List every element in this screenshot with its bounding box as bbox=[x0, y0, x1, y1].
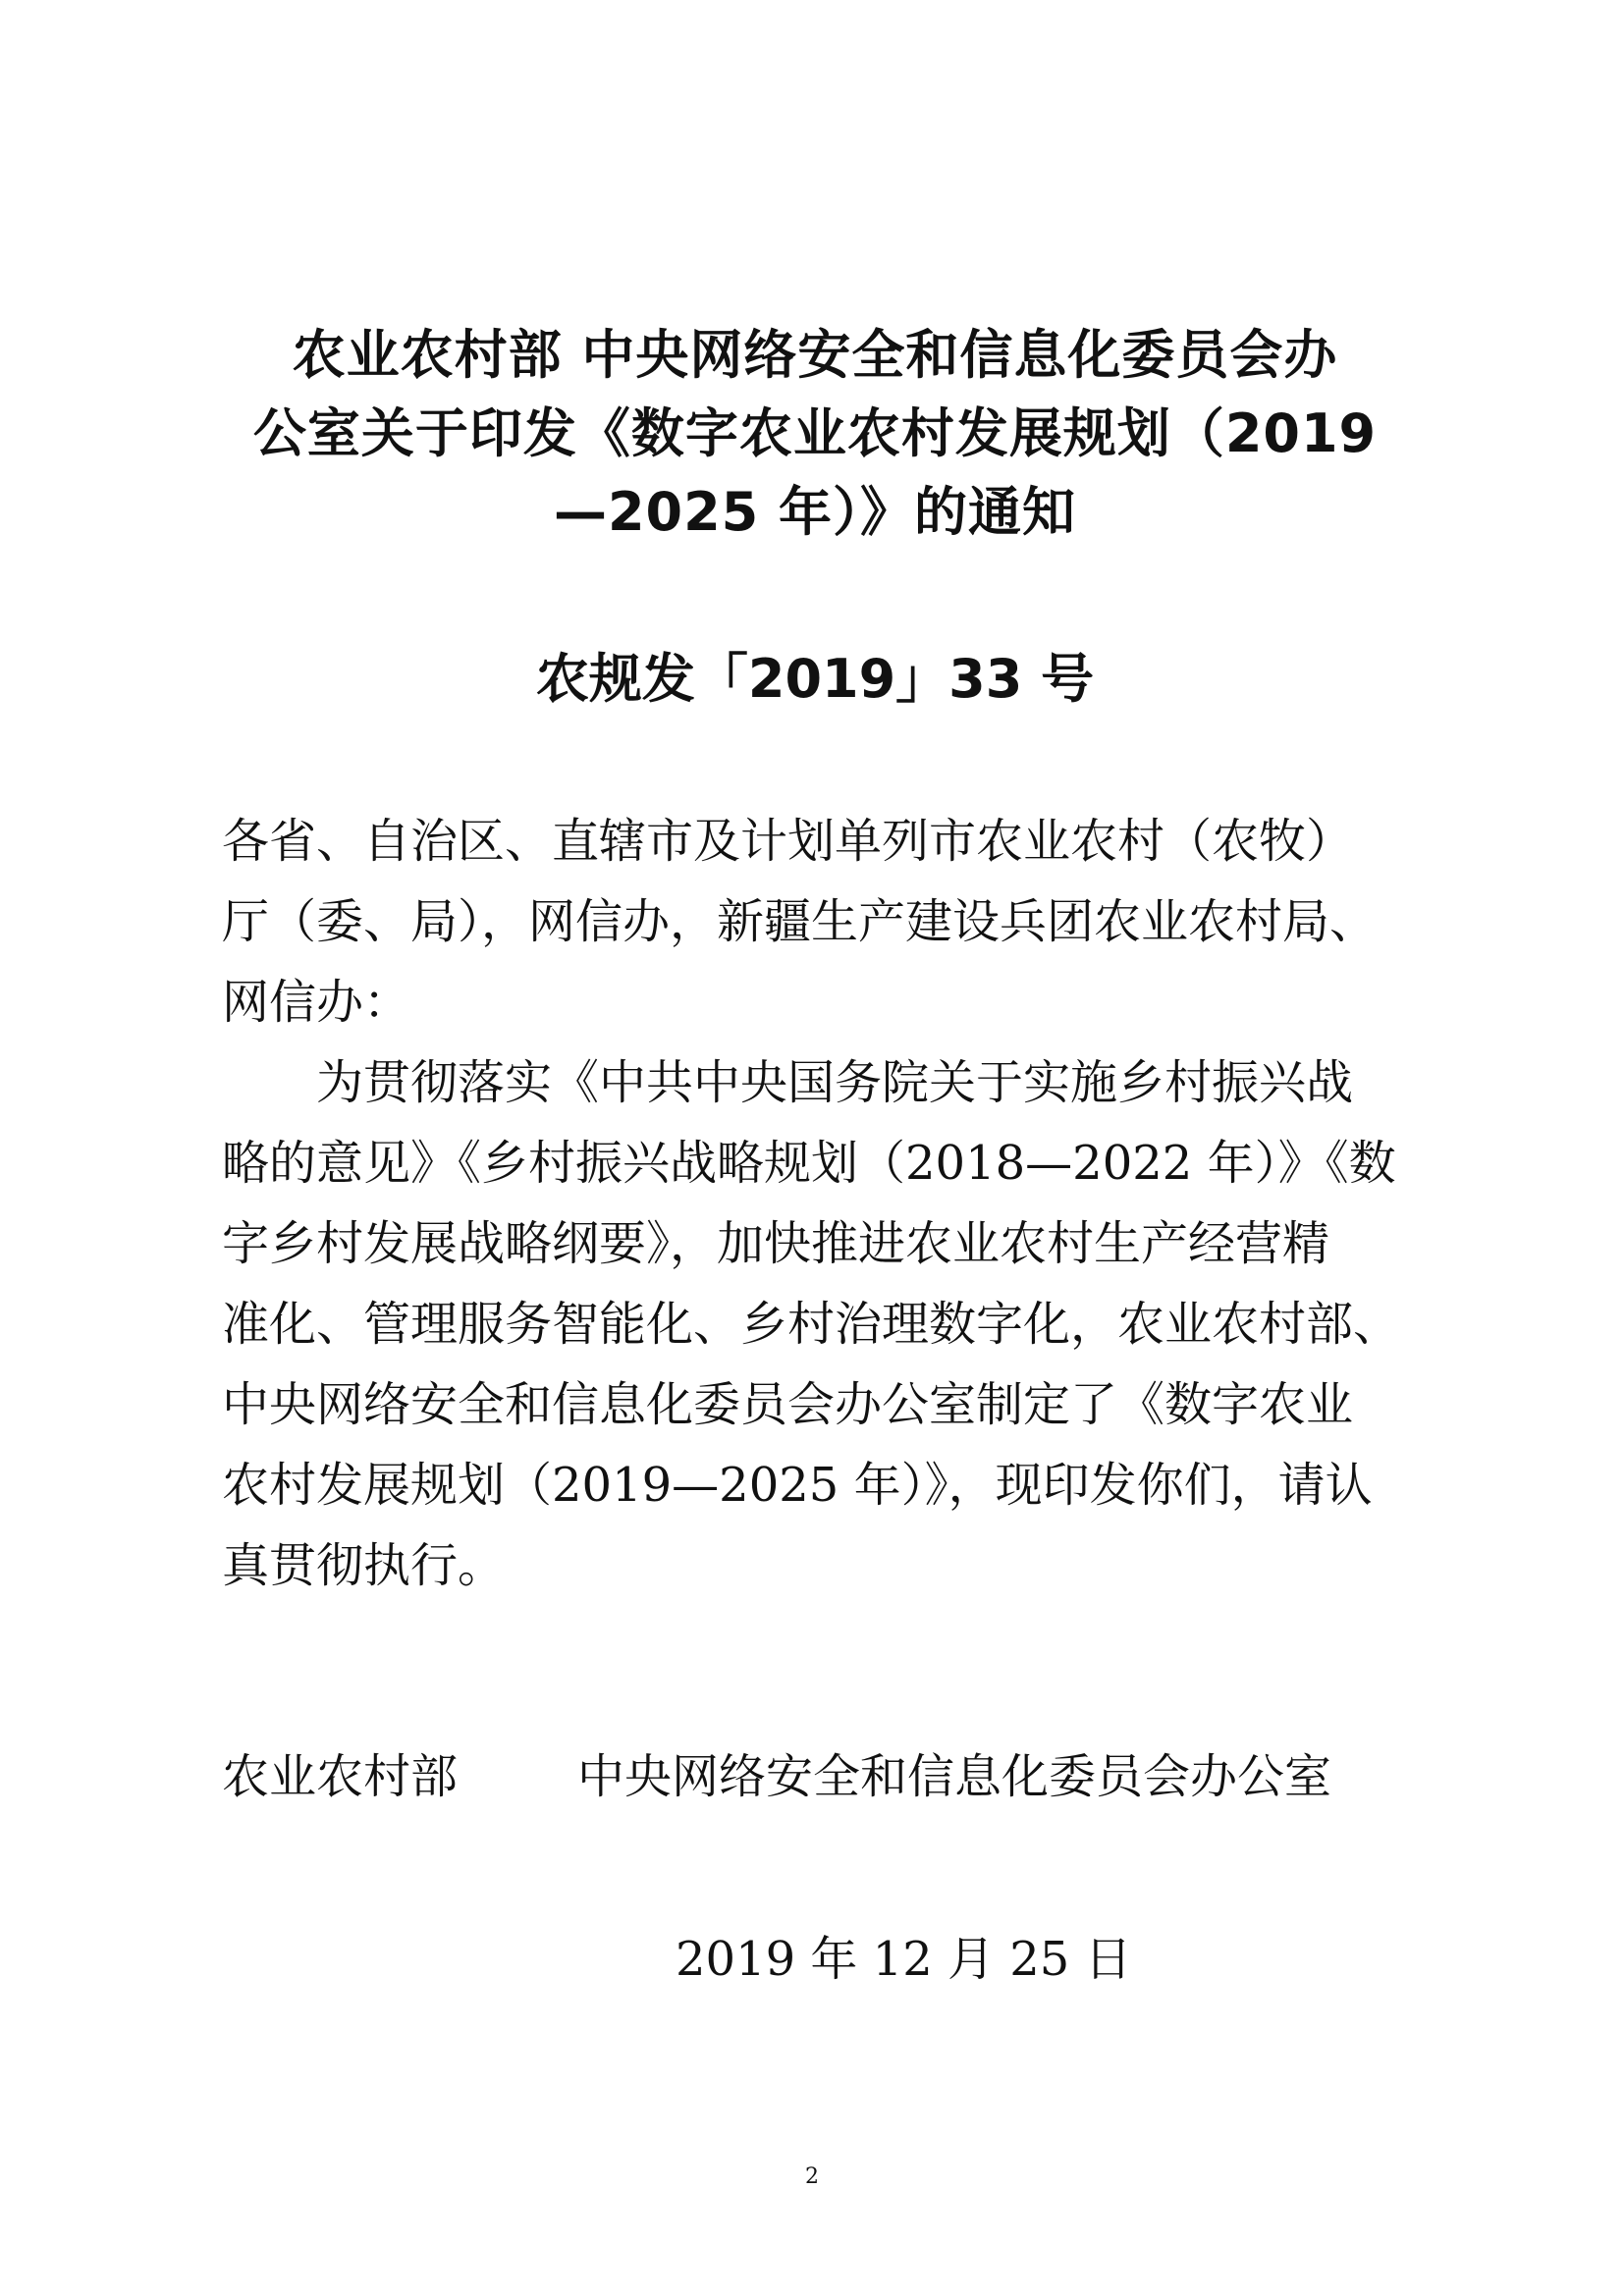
paragraph-line: 农村发展规划（2019—2025 年）》，现印发你们，请认 bbox=[222, 1458, 1373, 1513]
paragraph-line: 准化、管理服务智能化、乡村治理数字化，农业农村部、 bbox=[222, 1297, 1401, 1352]
addressee-line: 厅（委、局），网信办，新疆生产建设兵团农业农村局、 bbox=[222, 894, 1378, 949]
document-number: 农规发「2019」33 号 bbox=[535, 648, 1095, 710]
paragraph-line: 为贯彻落实《中共中央国务院关于实施乡村振兴战 bbox=[316, 1055, 1354, 1110]
addressee-line: 网信办： bbox=[222, 975, 411, 1030]
signatory-office: 中央网络安全和信息化委员会办公室 bbox=[577, 1749, 1332, 1804]
page-number: 2 bbox=[805, 2164, 819, 2189]
paragraph-line: 真贯彻执行。 bbox=[222, 1538, 506, 1593]
title-line: 农业农村部 中央网络安全和信息化委员会办 bbox=[292, 324, 1338, 386]
issue-date: 2019 年 12 月 25 日 bbox=[676, 1932, 1132, 1987]
paragraph-line: 略的意见》《乡村振兴战略规划（2018—2022 年）》《数 bbox=[222, 1136, 1396, 1191]
title-line: —2025 年）》的通知 bbox=[553, 481, 1077, 543]
title-line: 公室关于印发《数字农业农村发展规划（2019 bbox=[252, 402, 1378, 464]
addressee bbox=[222, 801, 1420, 1042]
signatory-ministry: 农业农村部 bbox=[222, 1749, 459, 1804]
paragraph-line: 中央网络安全和信息化委员会办公室制定了《数字农业 bbox=[222, 1377, 1354, 1432]
addressee-line: 各省、自治区、直辖市及计划单列市农业农村（农牧） bbox=[222, 814, 1354, 869]
paragraph-line: 字乡村发展战略纲要》，加快推进农业农村生产经营精 bbox=[222, 1216, 1330, 1271]
document-title bbox=[196, 316, 1434, 552]
signature-block bbox=[222, 1737, 1332, 1816]
body-paragraph bbox=[222, 1042, 1420, 1606]
